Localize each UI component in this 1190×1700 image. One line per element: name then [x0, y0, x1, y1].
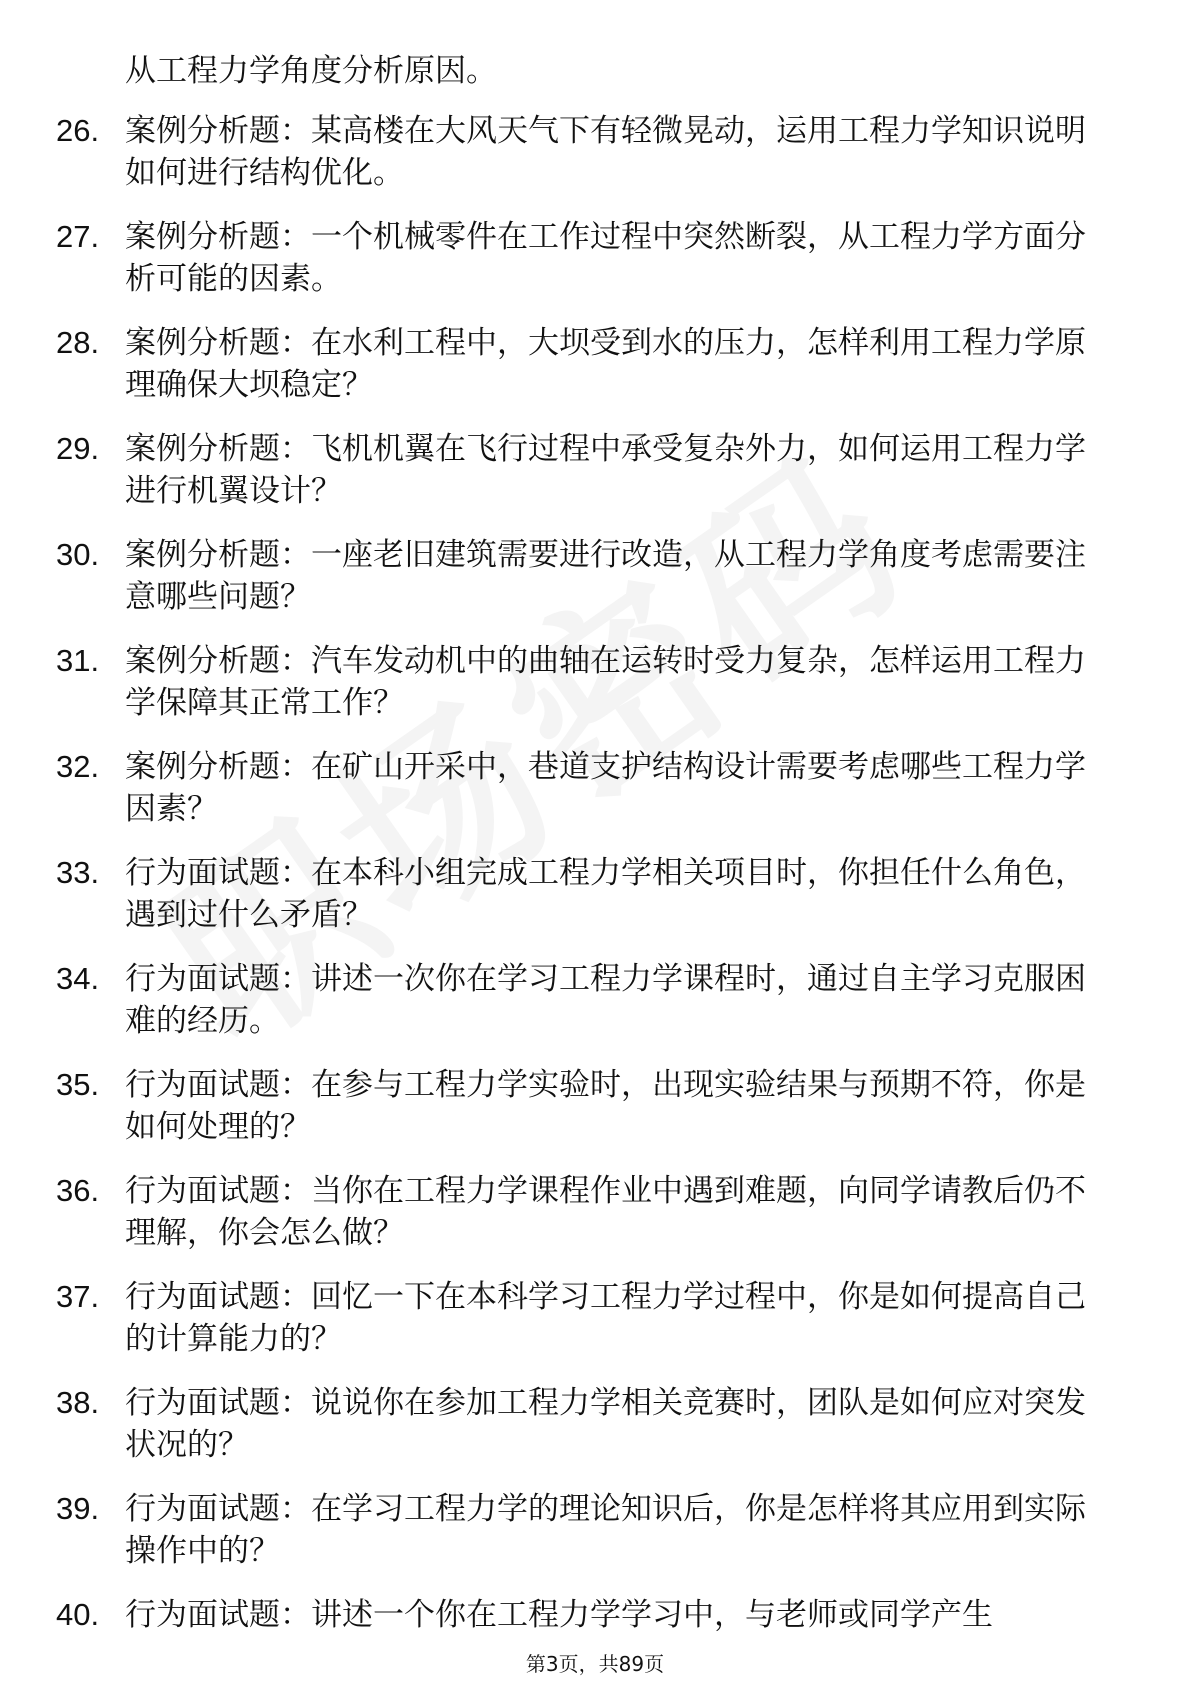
question-item	[0, 428, 1190, 534]
question-number: 30.	[56, 537, 100, 572]
question-item	[0, 640, 1190, 746]
question-item	[0, 958, 1190, 1064]
question-number: 29.	[56, 431, 100, 466]
question-item	[0, 110, 1190, 216]
question-text: 案例分析题：一座老旧建筑需要进行改造，从工程力学角度考虑需要注意哪些问题？	[125, 537, 1086, 615]
question-item	[0, 746, 1190, 852]
question-text: 案例分析题：某高楼在大风天气下有轻微晃动，运用工程力学知识说明如何进行结构优化。	[125, 113, 1086, 191]
question-item	[0, 1488, 1190, 1594]
question-number: 28.	[56, 325, 100, 360]
question-item	[0, 1170, 1190, 1276]
question-text: 案例分析题：汽车发动机中的曲轴在运转时受力复杂，怎样运用工程力学保障其正常工作？	[125, 643, 1086, 721]
question-number: 35.	[56, 1067, 100, 1102]
continuation-text: 从工程力学角度分析原因。	[125, 53, 497, 89]
question-text: 行为面试题：在参与工程力学实验时，出现实验结果与预期不符，你是如何处理的？	[125, 1067, 1086, 1145]
question-item	[0, 534, 1190, 640]
question-item	[0, 1276, 1190, 1382]
question-text: 行为面试题：在学习工程力学的理论知识后，你是怎样将其应用到实际操作中的？	[125, 1491, 1086, 1569]
question-item	[0, 1064, 1190, 1170]
page-footer: 第3页，共89页	[525, 1652, 665, 1676]
question-number: 27.	[56, 219, 100, 254]
question-text: 案例分析题：一个机械零件在工作过程中突然断裂，从工程力学方面分析可能的因素。	[125, 219, 1086, 297]
question-number: 38.	[56, 1385, 100, 1420]
question-item	[0, 1594, 1190, 1700]
question-item	[0, 1382, 1190, 1488]
question-number: 34.	[56, 961, 100, 996]
question-text: 案例分析题：在水利工程中，大坝受到水的压力，怎样利用工程力学原理确保大坝稳定？	[125, 325, 1086, 403]
question-number: 39.	[56, 1491, 100, 1526]
question-number: 37.	[56, 1279, 100, 1314]
question-item	[0, 216, 1190, 322]
question-item	[0, 852, 1190, 958]
question-number: 26.	[56, 113, 100, 148]
question-number: 31.	[56, 643, 100, 678]
question-number: 33.	[56, 855, 100, 890]
question-text: 行为面试题：回忆一下在本科学习工程力学过程中，你是如何提高自己的计算能力的？	[125, 1279, 1086, 1357]
question-text: 行为面试题：讲述一个你在工程力学学习中，与老师或同学产生	[125, 1597, 993, 1633]
question-list	[0, 110, 1190, 1700]
question-item	[0, 322, 1190, 428]
question-text: 行为面试题：在本科小组完成工程力学相关项目时，你担任什么角色，遇到过什么矛盾？	[125, 855, 1086, 933]
question-number: 32.	[56, 749, 100, 784]
question-number: 40.	[56, 1597, 100, 1632]
question-text: 行为面试题：讲述一次你在学习工程力学课程时，通过自主学习克服困难的经历。	[125, 961, 1086, 1039]
question-text: 案例分析题：飞机机翼在飞行过程中承受复杂外力，如何运用工程力学进行机翼设计？	[125, 431, 1086, 509]
question-number: 36.	[56, 1173, 100, 1208]
question-text: 行为面试题：当你在工程力学课程作业中遇到难题，向同学请教后仍不理解，你会怎么做？	[125, 1173, 1086, 1251]
question-text: 行为面试题：说说你在参加工程力学相关竞赛时，团队是如何应对突发状况的？	[125, 1385, 1086, 1463]
question-text: 案例分析题：在矿山开采中，巷道支护结构设计需要考虑哪些工程力学因素？	[125, 749, 1086, 827]
